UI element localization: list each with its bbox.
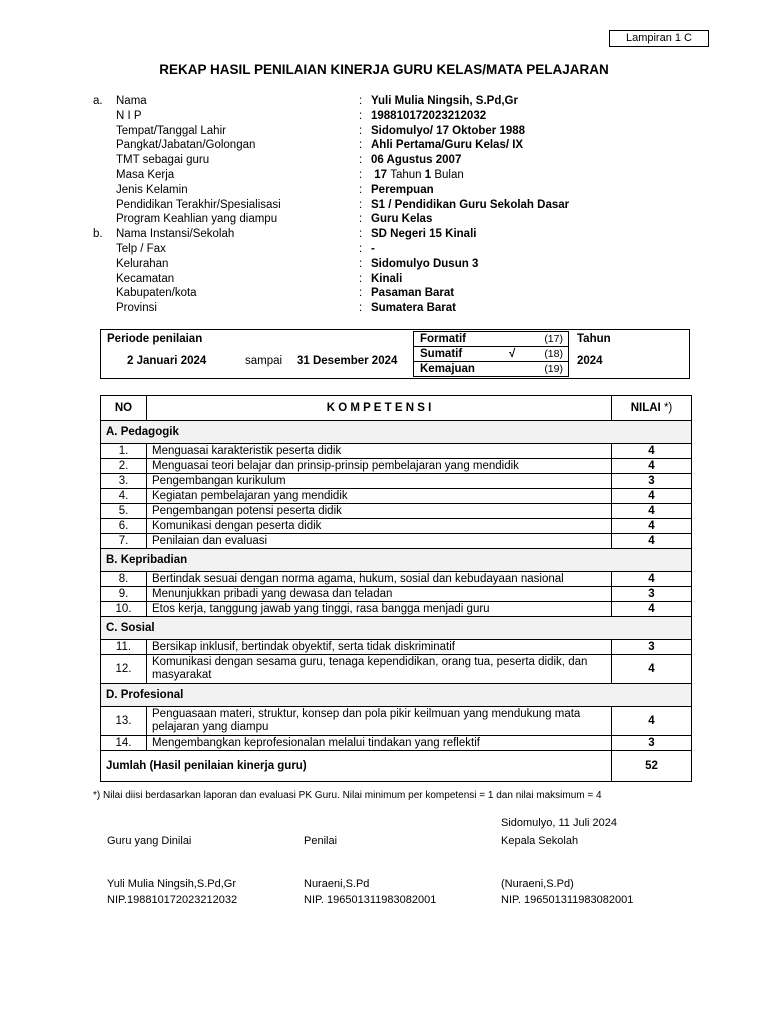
tahun-value: 2024 [577, 355, 603, 367]
section-title: C. Sosial [101, 617, 692, 640]
identity-label: N I P [116, 109, 142, 122]
identity-label: Kabupaten/kota [116, 287, 197, 300]
identity-colon: : [359, 198, 363, 211]
row-nilai: 4 [612, 459, 692, 474]
row-no: 10. [101, 602, 147, 617]
identity-value: S1 / Pendidikan Guru Sekolah Dasar [371, 198, 570, 211]
row-no: 4. [101, 489, 147, 504]
row-no: 13. [101, 707, 147, 736]
kompetensi-table [100, 395, 692, 782]
identity-label: Program Keahlian yang diampu [116, 213, 278, 226]
row-kompetensi: Komunikasi dengan peserta didik [147, 519, 612, 534]
masa-months-unit: Bulan [434, 169, 464, 181]
identity-value: - [371, 243, 375, 255]
identity-colon: : [359, 154, 363, 167]
header-nilai-text: NILAI [630, 401, 661, 414]
identity-colon: : [359, 243, 363, 255]
identity-colon: : [359, 228, 363, 241]
identity-value: Perempuan [371, 183, 434, 196]
identity-label: Nama Instansi/Sekolah [116, 228, 235, 241]
identity-colon: : [359, 124, 363, 137]
table-row [101, 489, 692, 504]
row-no: 8. [101, 572, 147, 587]
identity-colon: : [359, 213, 363, 226]
row-no: 6. [101, 519, 147, 534]
row-kompetensi: Menunjukkan pribadi yang dewasa dan teladan [147, 587, 612, 602]
section-row [101, 684, 692, 707]
identity-value: Sidomulyo/ 17 Oktober 1988 [371, 124, 526, 137]
row-nilai: 4 [612, 534, 692, 549]
row-nilai: 4 [612, 489, 692, 504]
identity-colon: : [359, 302, 363, 315]
section-row [101, 421, 692, 444]
row-kompetensi: Menguasai karakteristik peserta didik [147, 444, 612, 459]
identity-value-masa-kerja [371, 168, 464, 183]
row-kompetensi: Penilaian dan evaluasi [147, 534, 612, 549]
row-no: 5. [101, 504, 147, 519]
row-kompetensi: Kegiatan pembelajaran yang mendidik [147, 489, 612, 504]
row-nilai: 3 [612, 736, 692, 751]
table-row [101, 587, 692, 602]
footnote: *) Nilai diisi berdasarkan laporan dan evaluasi PK Guru. Nilai minimum per kompetensi = 1 dan nilai maksimum = 4 [93, 790, 602, 801]
periode-type-num: (17) [544, 333, 563, 345]
periode-sampai: sampai [245, 355, 283, 367]
masa-months: 1 [424, 169, 432, 181]
guru-title: Guru yang Dinilai [107, 835, 192, 847]
row-no: 7. [101, 534, 147, 549]
row-nilai: 3 [612, 640, 692, 655]
row-nilai: 4 [612, 519, 692, 534]
row-nilai: 4 [612, 655, 692, 684]
periode-type-formatif [413, 331, 569, 347]
row-nilai: 4 [612, 444, 692, 459]
identity-colon: : [359, 257, 363, 270]
identity-colon: : [359, 169, 363, 181]
identity-colon: : [359, 109, 363, 122]
identity-colon: : [359, 95, 363, 107]
periode-type-kemajuan [413, 361, 569, 377]
row-kompetensi: Etos kerja, tanggung jawab yang tinggi, rasa bangga menjadi guru [147, 602, 612, 617]
identity-label: Nama [116, 95, 147, 107]
table-row [101, 572, 692, 587]
lampiran-label: Lampiran 1 C [609, 30, 709, 47]
tahun-label: Tahun [577, 333, 611, 345]
guru-name: Yuli Mulia Ningsih,S.Pd,Gr [107, 878, 236, 890]
identity-label: Kelurahan [116, 257, 169, 270]
identity-value: 06 Agustus 2007 [371, 154, 462, 167]
header-nilai-star: *) [663, 401, 673, 414]
kepsek-name: (Nuraeni,S.Pd) [501, 878, 574, 890]
periode-type-label: Formatif [420, 333, 466, 345]
table-row [101, 459, 692, 474]
identity-label: Jenis Kelamin [116, 183, 188, 196]
header-kompetensi: K O M P E T E N S I [147, 396, 612, 421]
table-row [101, 534, 692, 549]
identity-value: Pasaman Barat [371, 287, 455, 300]
row-nilai: 4 [612, 572, 692, 587]
periode-type-label: Sumatif [420, 348, 463, 360]
table-header-row [101, 396, 692, 421]
row-no: 14. [101, 736, 147, 751]
periode-type-label: Kemajuan [420, 363, 475, 375]
section-row [101, 617, 692, 640]
periode-label: Periode penilaian [107, 333, 203, 345]
masa-years: 17 [374, 169, 387, 181]
row-nilai: 4 [612, 707, 692, 736]
identity-label: Pangkat/Jabatan/Golongan [116, 139, 256, 152]
identity-value: Sidomulyo Dusun 3 [371, 257, 479, 270]
row-no: 9. [101, 587, 147, 602]
table-row [101, 474, 692, 489]
row-kompetensi: Penguasaan materi, struktur, konsep dan pola pikir keilmuan yang mendukung mata pelajaran yang diampu [147, 707, 612, 736]
periode-start: 2 Januari 2024 [127, 355, 207, 367]
row-kompetensi: Mengembangkan keprofesionalan melalui tindakan yang reflektif [147, 736, 612, 751]
identity-colon: : [359, 139, 363, 152]
identity-label: Tempat/Tanggal Lahir [116, 124, 226, 137]
total-label: Jumlah (Hasil penilaian kinerja guru) [101, 751, 612, 782]
header-no: NO [101, 396, 147, 421]
section-row [101, 549, 692, 572]
masa-years-unit: Tahun [390, 169, 422, 181]
row-kompetensi: Pengembangan potensi peserta didik [147, 504, 612, 519]
row-no: 1. [101, 444, 147, 459]
table-row [101, 519, 692, 534]
row-nilai: 3 [612, 587, 692, 602]
identity-label: Masa Kerja [116, 169, 175, 181]
identity-letter: a. [93, 95, 103, 107]
kepsek-title: Kepala Sekolah [501, 835, 579, 847]
row-kompetensi: Bertindak sesuai dengan norma agama, hukum, sosial dan kebudayaan nasional [147, 572, 612, 587]
table-row [101, 655, 692, 684]
identity-value: Yuli Mulia Ningsih, S.Pd,Gr [371, 95, 518, 107]
periode-type-num: (19) [544, 363, 563, 375]
penilai-title: Penilai [304, 835, 338, 847]
kepsek-nip: NIP. 196501311983082001 [501, 894, 634, 906]
section-title: D. Profesional [101, 684, 692, 707]
periode-type-sumatif [413, 346, 569, 362]
row-nilai: 3 [612, 474, 692, 489]
identity-label: Pendidikan Terakhir/Spesialisasi [116, 198, 281, 211]
table-row [101, 640, 692, 655]
periode-end: 31 Desember 2024 [297, 355, 398, 367]
identity-value: Kinali [371, 272, 403, 285]
identity-colon: : [359, 183, 363, 196]
row-kompetensi: Pengembangan kurikulum [147, 474, 612, 489]
table-row [101, 444, 692, 459]
section-title: A. Pedagogik [101, 421, 692, 444]
table-row [101, 504, 692, 519]
identity-label: Provinsi [116, 302, 157, 315]
table-row [101, 707, 692, 736]
table-row [101, 736, 692, 751]
identity-value: SD Negeri 15 Kinali [371, 228, 477, 241]
total-value: 52 [612, 751, 692, 782]
row-nilai: 4 [612, 504, 692, 519]
identity-value: Ahli Pertama/Guru Kelas/ IX [371, 139, 524, 152]
penilai-name: Nuraeni,S.Pd [304, 878, 370, 890]
identity-value: Sumatera Barat [371, 302, 457, 315]
identity-label: Telp / Fax [116, 243, 166, 255]
table-row [101, 602, 692, 617]
identity-colon: : [359, 272, 363, 285]
row-kompetensi: Komunikasi dengan sesama guru, tenaga kependidikan, orang tua, peserta didik, dan masyarakat [147, 655, 612, 684]
identity-colon: : [359, 287, 363, 300]
row-kompetensi: Bersikap inklusif, bertindak obyektif, serta tidak diskriminatif [147, 640, 612, 655]
row-no: 3. [101, 474, 147, 489]
periode-type-num: (18) [544, 348, 563, 360]
header-nilai [612, 396, 692, 421]
identity-value: Guru Kelas [371, 213, 433, 226]
place-date: Sidomulyo, 11 Juli 2024 [501, 817, 617, 829]
identity-label: Kecamatan [116, 272, 175, 285]
row-kompetensi: Menguasai teori belajar dan prinsip-prinsip pembelajaran yang mendidik [147, 459, 612, 474]
identity-label: TMT sebagai guru [116, 154, 210, 167]
row-no: 2. [101, 459, 147, 474]
total-row [101, 751, 692, 782]
section-title: B. Kepribadian [101, 549, 692, 572]
identity-value: 198810172023212032 [371, 109, 487, 122]
row-nilai: 4 [612, 602, 692, 617]
row-no: 11. [101, 640, 147, 655]
document-title: REKAP HASIL PENILAIAN KINERJA GURU KELAS/MATA PELAJARAN [159, 62, 609, 77]
penilai-nip: NIP. 196501311983082001 [304, 894, 437, 906]
guru-nip: NIP.198810172023212032 [107, 894, 238, 906]
check-mark: √ [509, 348, 516, 360]
identity-letter: b. [93, 228, 103, 241]
row-no: 12. [101, 655, 147, 684]
